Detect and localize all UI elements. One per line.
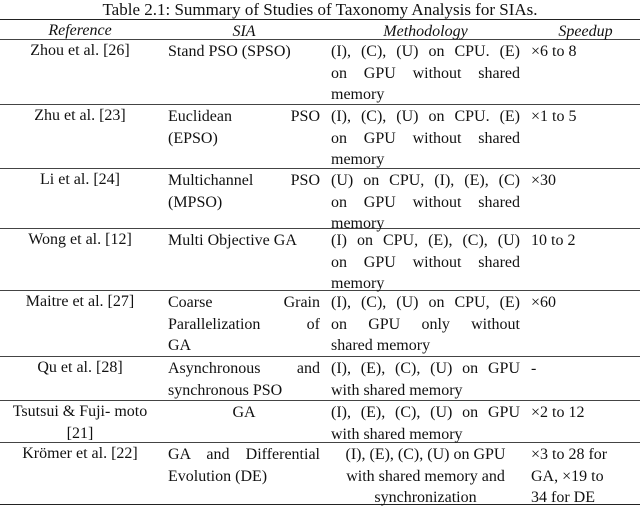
cell-line: Maitre et al. [27]: [25, 293, 135, 310]
cell-line: with shared memory: [331, 425, 463, 443]
methodology-cell: [326, 443, 524, 504]
sia-cell: [160, 40, 326, 104]
table-caption: Table 2.1: Summary of Studies of Taxonomy Analysis for SIAs.: [102, 0, 538, 19]
reference-cell: [0, 357, 160, 400]
cell-line: on GPU without shared: [331, 193, 520, 211]
cell-line: (I), (C), (U) on CPU, (E): [331, 294, 520, 311]
table-row: [0, 357, 640, 401]
sia-cell: [160, 443, 326, 504]
methodology-cell: [326, 40, 524, 104]
sia-cell: [160, 291, 326, 356]
cell-line: (I), (C), (U) on CPU. (E): [331, 108, 520, 125]
cell-line: Multi Objective GA: [168, 232, 297, 249]
speedup-cell: [524, 105, 640, 168]
methodology-cell: [326, 401, 524, 442]
cell-line: 10 to 2: [531, 232, 576, 249]
cell-line: on GPU without shared: [331, 253, 520, 271]
cell-line: Qu et al. [28]: [37, 359, 123, 376]
cell-line: (I), (E), (C), (U) on GPU: [331, 360, 520, 377]
methodology-cell: [326, 229, 524, 290]
summary-table: [0, 19, 640, 505]
cell-line: Multichannel PSO: [168, 172, 320, 189]
cell-line: Parallelization of: [168, 315, 320, 333]
cell-line: 34 for DE: [531, 489, 595, 506]
table-row: [0, 229, 640, 291]
cell-line: Krömer et al. [22]: [22, 445, 138, 462]
cell-line: Asynchronous and: [168, 360, 320, 377]
cell-line: (U) on CPU, (I), (E), (C): [331, 172, 520, 189]
methodology-cell: [326, 357, 524, 400]
cell-line: memory: [331, 275, 385, 292]
cell-line: Tsutsui & Fuji- moto: [12, 403, 148, 420]
reference-cell: [0, 291, 160, 356]
cell-line: memory: [331, 86, 385, 103]
speedup-cell: [524, 169, 640, 228]
cell-line: GA: [232, 404, 256, 421]
table-row: [0, 169, 640, 232]
sia-cell: [160, 229, 326, 290]
reference-cell: [0, 443, 160, 504]
header-sia: SIA: [232, 23, 256, 40]
cell-line: ×3 to 28 for: [531, 446, 608, 463]
cell-line: on GPU only without: [331, 315, 520, 333]
reference-cell: [0, 105, 160, 168]
header-reference: Reference: [48, 22, 112, 39]
sia-cell: [160, 357, 326, 400]
sia-cell: [160, 401, 326, 442]
sia-cell: [160, 105, 326, 168]
speedup-cell: [524, 443, 640, 504]
cell-line: GA: [168, 337, 192, 354]
reference-cell: [0, 229, 160, 290]
table-row: [0, 40, 640, 105]
reference-cell: [0, 401, 160, 442]
cell-line: Zhou et al. [26]: [30, 42, 130, 59]
cell-line: ×6 to 8: [531, 43, 577, 60]
table-header-row: [0, 20, 640, 40]
cell-line: -: [531, 360, 537, 377]
table-row: [0, 443, 640, 504]
speedup-cell: [524, 40, 640, 104]
cell-line: ×2 to 12: [531, 404, 585, 421]
cell-line: on GPU without shared: [331, 129, 520, 147]
cell-line: Wong et al. [12]: [28, 231, 132, 248]
cell-line: (I), (E), (C), (U) on GPU: [345, 446, 506, 463]
cell-line: on GPU without shared: [331, 64, 520, 82]
sia-cell: [160, 169, 326, 228]
speedup-cell: [524, 401, 640, 442]
cell-line: (I), (C), (U) on CPU. (E): [331, 43, 520, 60]
reference-cell: [0, 40, 160, 104]
cell-line: ×1 to 5: [531, 108, 577, 125]
cell-line: GA and Differential: [168, 446, 320, 463]
cell-line: synchronous PSO: [168, 381, 283, 399]
cell-line: (I), (E), (C), (U) on GPU: [331, 404, 520, 421]
cell-line: [21]: [66, 424, 94, 442]
cell-line: synchronization: [374, 489, 477, 506]
reference-cell: [0, 169, 160, 228]
cell-line: Stand PSO (SPSO): [168, 43, 291, 60]
methodology-cell: [326, 105, 524, 168]
speedup-cell: [524, 357, 640, 400]
methodology-cell: [326, 169, 524, 232]
cell-line: ×60: [531, 294, 557, 311]
cell-line: (EPSO): [168, 129, 218, 147]
cell-line: with shared memory: [331, 381, 463, 399]
cell-line: shared memory: [331, 337, 431, 354]
cell-line: Zhu et al. [23]: [34, 107, 126, 124]
table-row: [0, 105, 640, 169]
cell-line: Li et al. [24]: [40, 171, 120, 188]
header-methodology: Methodology: [383, 23, 468, 40]
speedup-cell: [524, 291, 640, 356]
cell-line: Euclidean PSO: [168, 108, 320, 125]
methodology-cell: [326, 291, 524, 356]
cell-line: Coarse Grain: [168, 294, 320, 311]
cell-line: memory: [331, 151, 385, 168]
table-row: [0, 291, 640, 357]
header-speedup: Speedup: [558, 23, 613, 40]
cell-line: GA, ×19 to: [531, 467, 604, 485]
cell-line: ×30: [531, 172, 557, 189]
speedup-cell: [524, 229, 640, 290]
cell-line: memory: [331, 215, 385, 232]
cell-line: Evolution (DE): [168, 467, 268, 485]
cell-line: with shared memory and: [346, 467, 505, 485]
cell-line: (MPSO): [168, 193, 223, 211]
cell-line: (I) on CPU, (E), (C), (U): [331, 232, 520, 249]
table-row: [0, 401, 640, 443]
